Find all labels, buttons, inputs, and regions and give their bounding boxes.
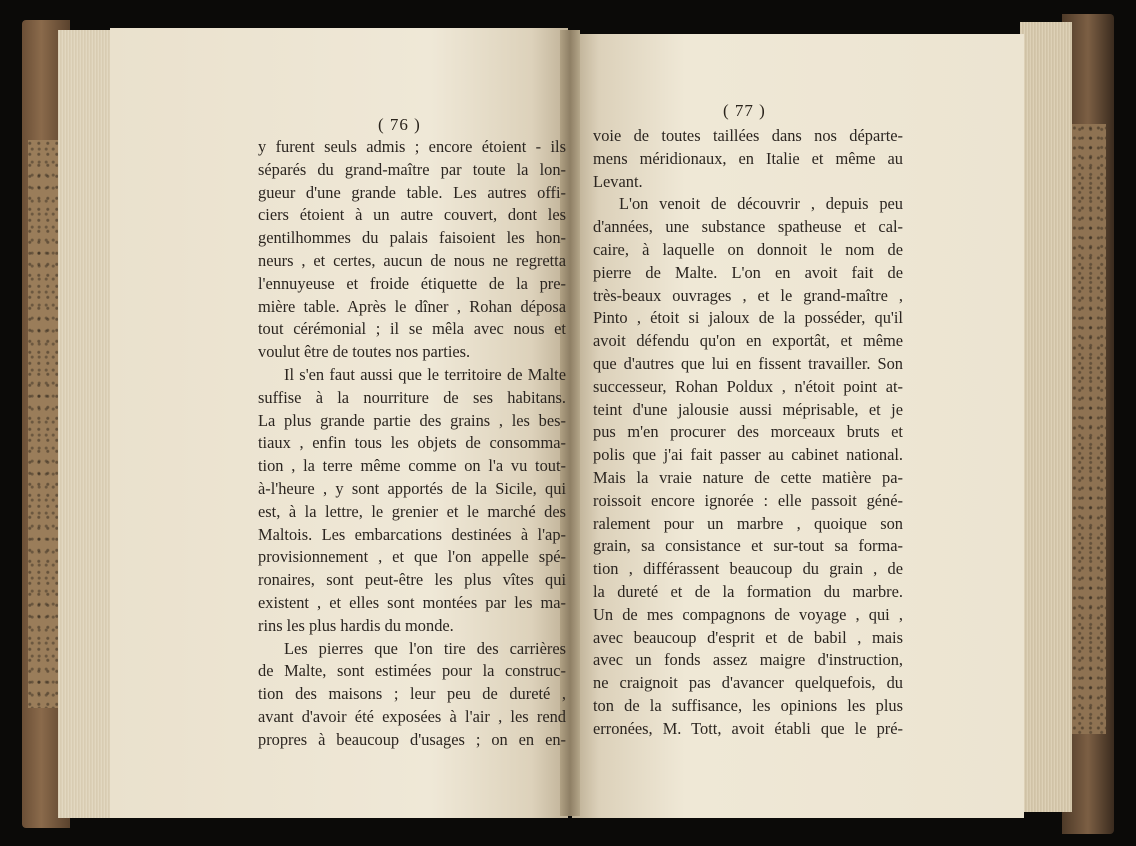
text-line: gentilhommes du palais faisoient les hon- xyxy=(258,228,566,248)
text-line: ciers étoient à un autre couvert, dont les xyxy=(258,205,566,225)
text-line: ralement pour un marbre , quoique son xyxy=(593,513,903,533)
text-line: propres à beaucoup d'usages ; on en en- xyxy=(258,729,566,749)
text-line: mens méridionaux, en Italie et même au xyxy=(593,148,903,168)
text-line: pus m'en procurer des morceaux bruts et xyxy=(593,422,903,442)
text-line: séparés du grand-maître par toute la lon- xyxy=(258,159,566,179)
text-line: rins les plus hardis du monde. xyxy=(258,615,454,635)
text-line: voie de toutes taillées dans nos départe- xyxy=(593,126,903,145)
text-line: Les pierres que l'on tire des carrières xyxy=(284,638,566,658)
text-line: très-beaux ouvrages , et le grand-maître , xyxy=(593,285,903,305)
text-line: l'ennuyeuse et froide étiquette de la pre- xyxy=(258,273,566,293)
text-line: ronaires, sont peut-être les plus vîtes qui xyxy=(258,570,566,590)
text-line: tout cérémonial ; il se mêla avec nous et xyxy=(258,319,566,339)
text-line: successeur, Rohan Poldux , n'étoit point at- xyxy=(593,376,903,396)
text-line: à-l'heure , y sont apportés de la Sicile, qui xyxy=(258,478,566,498)
text-line: polis que j'ai fait passer au cabinet national. xyxy=(593,445,903,465)
text-line: gueur d'une grande table. Les autres offi- xyxy=(258,182,566,202)
text-line: de Malte, sont estimées pour la construc- xyxy=(258,661,566,681)
page-number-left: ( 76 ) xyxy=(378,115,421,134)
text-line: avant d'avoir été exposées à l'air , les rend xyxy=(258,706,566,726)
text-line: suffise à la nourriture de ses habitans. xyxy=(258,387,566,407)
left-page-text xyxy=(258,136,566,752)
text-line: avec un fonds assez maigre d'instruction, xyxy=(593,650,903,670)
text-line: Maltois. Les embarcations destinées à l'ap- xyxy=(258,524,566,544)
text-line: d'années, une substance spatheuse et cal- xyxy=(593,217,903,237)
right-page-edges xyxy=(1020,22,1072,812)
text-line: L'on venoit de découvrir , depuis peu xyxy=(619,194,903,214)
text-line: Levant. xyxy=(593,171,643,191)
text-line: tion , différassent beaucoup du grain , de xyxy=(593,559,903,579)
text-line: teint d'une jalousie aussi méprisable, et je xyxy=(593,399,903,419)
text-line: avoit défendu qu'on en exportât, et même xyxy=(593,331,903,351)
right-page-text xyxy=(593,125,903,741)
text-line: neurs , et certes, aucun de nous ne regretta xyxy=(258,250,566,270)
text-line: tion , la terre même comme on l'a vu tout- xyxy=(258,456,566,476)
text-line: ton de la suffisance, les opinions les plus xyxy=(593,695,903,715)
text-line: tion des maisons ; leur peu de dureté , xyxy=(258,684,566,704)
text-line: que d'autres que lui en fissent travailler. Son xyxy=(593,353,903,373)
text-line: avec beaucoup d'esprit et de babil , mais xyxy=(593,627,903,647)
text-line: Un de mes compagnons de voyage , qui , xyxy=(593,604,903,624)
text-line: la dureté et de la formation du marbre. xyxy=(593,581,903,601)
marbled-endpaper-right xyxy=(1072,124,1106,734)
page-number-right: ( 77 ) xyxy=(723,101,766,120)
text-line: roissoit encore ignorée : elle passoit géné- xyxy=(593,490,903,510)
text-line: caire, à laquelle on donnoit le nom de xyxy=(593,239,903,259)
text-line: y furent seuls admis ; encore étoient - ils xyxy=(258,137,566,156)
text-line: provisionnement , et que l'on appelle spé- xyxy=(258,547,566,567)
text-line: ne craignoit pas d'avancer quelquefois, du xyxy=(593,673,903,693)
text-line: Pinto , étoit si jaloux de la posséder, qu'il xyxy=(593,308,903,328)
text-line: tiaux , enfin tous les objets de consomma- xyxy=(258,433,566,453)
text-line: erronées, M. Tott, avoit établi que le pré- xyxy=(593,718,903,738)
text-line: existent , et elles sont montées par les ma- xyxy=(258,592,566,612)
text-line: Il s'en faut aussi que le territoire de Malte xyxy=(284,364,566,384)
text-line: grain, sa consistance et sur-tout sa forma- xyxy=(593,536,903,556)
text-line: La plus grande partie des grains , les bes- xyxy=(258,410,566,430)
text-line: est, à la lettre, le grenier et le marché des xyxy=(258,501,566,521)
text-line: Mais la vraie nature de cette matière pa- xyxy=(593,467,903,487)
text-line: voulut être de toutes nos parties. xyxy=(258,342,471,362)
text-line: mière table. Après le dîner , Rohan déposa xyxy=(258,296,566,316)
text-line: pierre de Malte. L'on en avoit fait de xyxy=(593,262,903,282)
